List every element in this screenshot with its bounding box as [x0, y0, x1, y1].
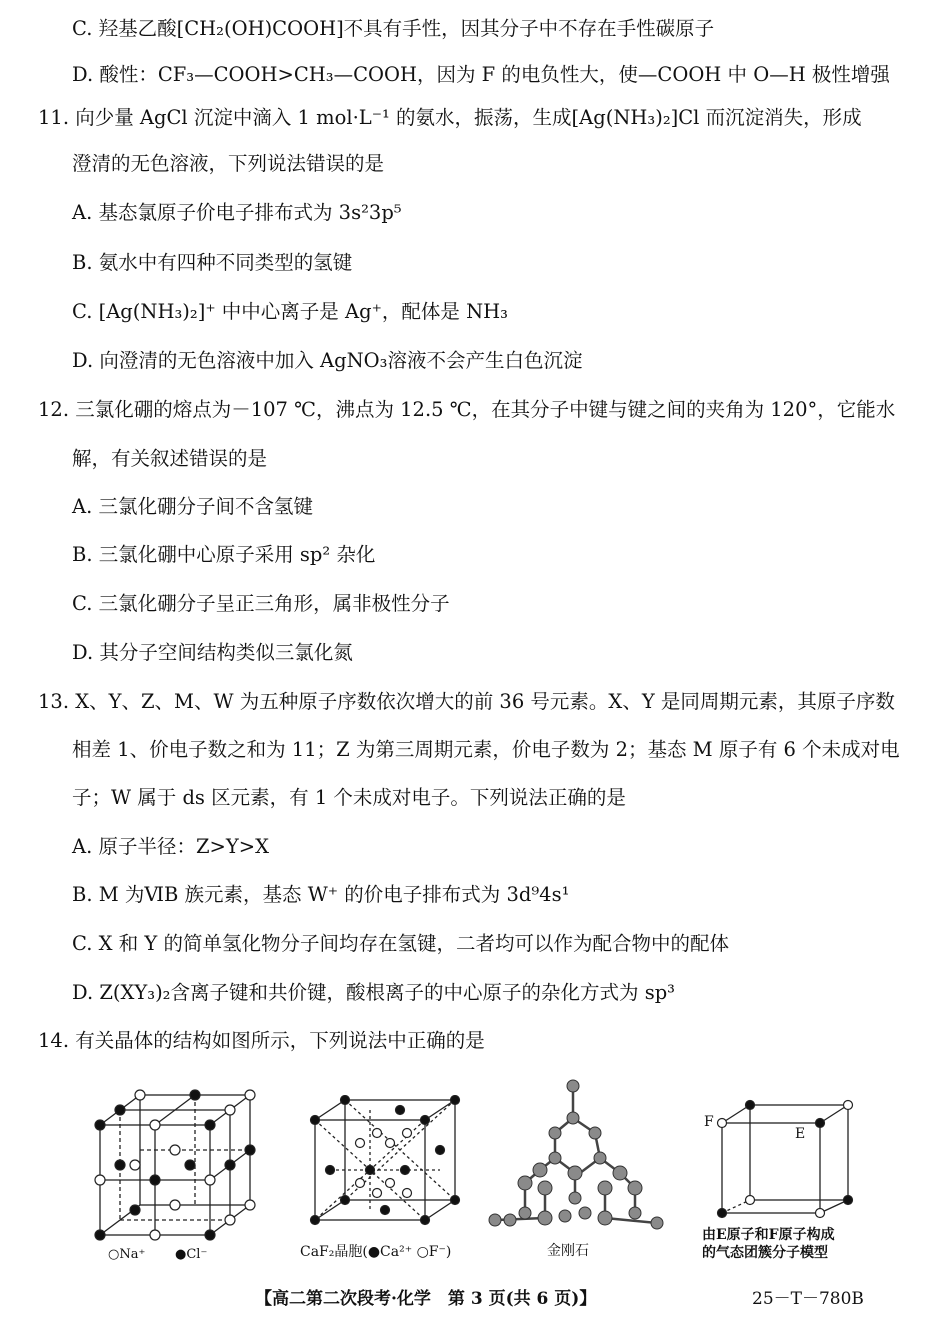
diamond-caption: 金刚石 — [547, 1243, 589, 1259]
question-11-option-a: A. 基态氯原子价电子排布式为 3s²3p⁵ — [72, 201, 402, 224]
question-13-option-b: B. M 为ⅥB 族元素，基态 W⁺ 的价电子排布式为 3d⁹4s¹ — [72, 883, 570, 906]
question-11-option-c: C. [Ag(NH₃)₂]⁺ 中中心离子是 Ag⁺，配体是 NH₃ — [72, 300, 508, 323]
page-footer-title: 【高二第二次段考·化学 第 3 页(共 6 页)】 — [255, 1289, 597, 1309]
question-12-stem-cont: 解，有关叙述错误的是 — [72, 447, 268, 470]
question-13-stem-cont-2: 子；W 属于 ds 区元素，有 1 个未成对电子。下列说法正确的是 — [72, 786, 626, 809]
option-c-line: C. 羟基乙酸[CH₂(OH)COOH]不具有手性，因其分子中不存在手性碳原子 — [72, 17, 715, 40]
diamond-structure-figure — [485, 1078, 665, 1238]
question-11-option-b: B. 氨水中有四种不同类型的氢键 — [72, 251, 353, 274]
question-13-option-a: A. 原子半径：Z>Y>X — [72, 835, 269, 858]
question-12-option-a: A. 三氯化硼分子间不含氢键 — [72, 495, 313, 518]
question-11-stem: 11. 向少量 AgCl 沉淀中滴入 1 mol·L⁻¹ 的氨水，振荡，生成[Ag(NH₃)₂]Cl 而沉淀消失，形成 — [38, 106, 862, 129]
question-11-option-d: D. 向澄清的无色溶液中加入 AgNO₃溶液不会产生白色沉淀 — [72, 349, 583, 372]
question-12-stem: 12. 三氯化硼的熔点为－107 ℃，沸点为 12.5 ℃，在其分子中键与键之间的夹角为 120°，它能水 — [38, 398, 896, 421]
question-11-stem-cont: 澄清的无色溶液，下列说法错误的是 — [72, 152, 385, 175]
question-13-stem-cont-1: 相差 1、价电子数之和为 11；Z 为第三周期元素，价电子数为 2；基态 M 原子有 6 个未成对电 — [72, 738, 900, 761]
question-14-stem: 14. 有关晶体的结构如图所示，下列说法中正确的是 — [38, 1029, 485, 1052]
cluster-molecule-figure — [700, 1095, 860, 1220]
question-13-option-c: C. X 和 Y 的简单氢化物分子间均存在氢键，二者均可以作为配合物中的配体 — [72, 932, 729, 955]
nacl-legend-cl: ●Cl⁻ — [175, 1247, 208, 1262]
question-12-option-d: D. 其分子空间结构类似三氯化氮 — [72, 641, 353, 664]
question-12-option-b: B. 三氯化硼中心原子采用 sp² 杂化 — [72, 543, 376, 566]
caf2-unit-cell-figure — [305, 1095, 470, 1230]
cluster-caption-line-2: 的气态团簇分子模型 — [702, 1245, 828, 1261]
caf2-caption: CaF₂晶胞(●Ca²⁺ ○F⁻) — [300, 1244, 452, 1260]
cluster-caption-line-1: 由E原子和F原子构成 — [702, 1227, 835, 1243]
exam-code: 25－T－780B — [752, 1289, 864, 1309]
nacl-crystal-figure — [90, 1085, 265, 1245]
cluster-label-e: E — [795, 1126, 806, 1142]
cluster-label-f: F — [704, 1114, 714, 1130]
question-13-option-d: D. Z(XY₃)₂含离子键和共价键，酸根离子的中心原子的杂化方式为 sp³ — [72, 981, 675, 1004]
option-d-line: D. 酸性：CF₃—COOH>CH₃—COOH，因为 F 的电负性大，使—COOH 中 O—H 极性增强 — [72, 63, 890, 86]
nacl-legend-na: ○Na⁺ — [108, 1247, 146, 1262]
question-13-stem: 13. X、Y、Z、M、W 为五种原子序数依次增大的前 36 号元素。X、Y 是同周期元素，其原子序数 — [38, 690, 895, 713]
question-12-option-c: C. 三氯化硼分子呈正三角形，属非极性分子 — [72, 592, 450, 615]
